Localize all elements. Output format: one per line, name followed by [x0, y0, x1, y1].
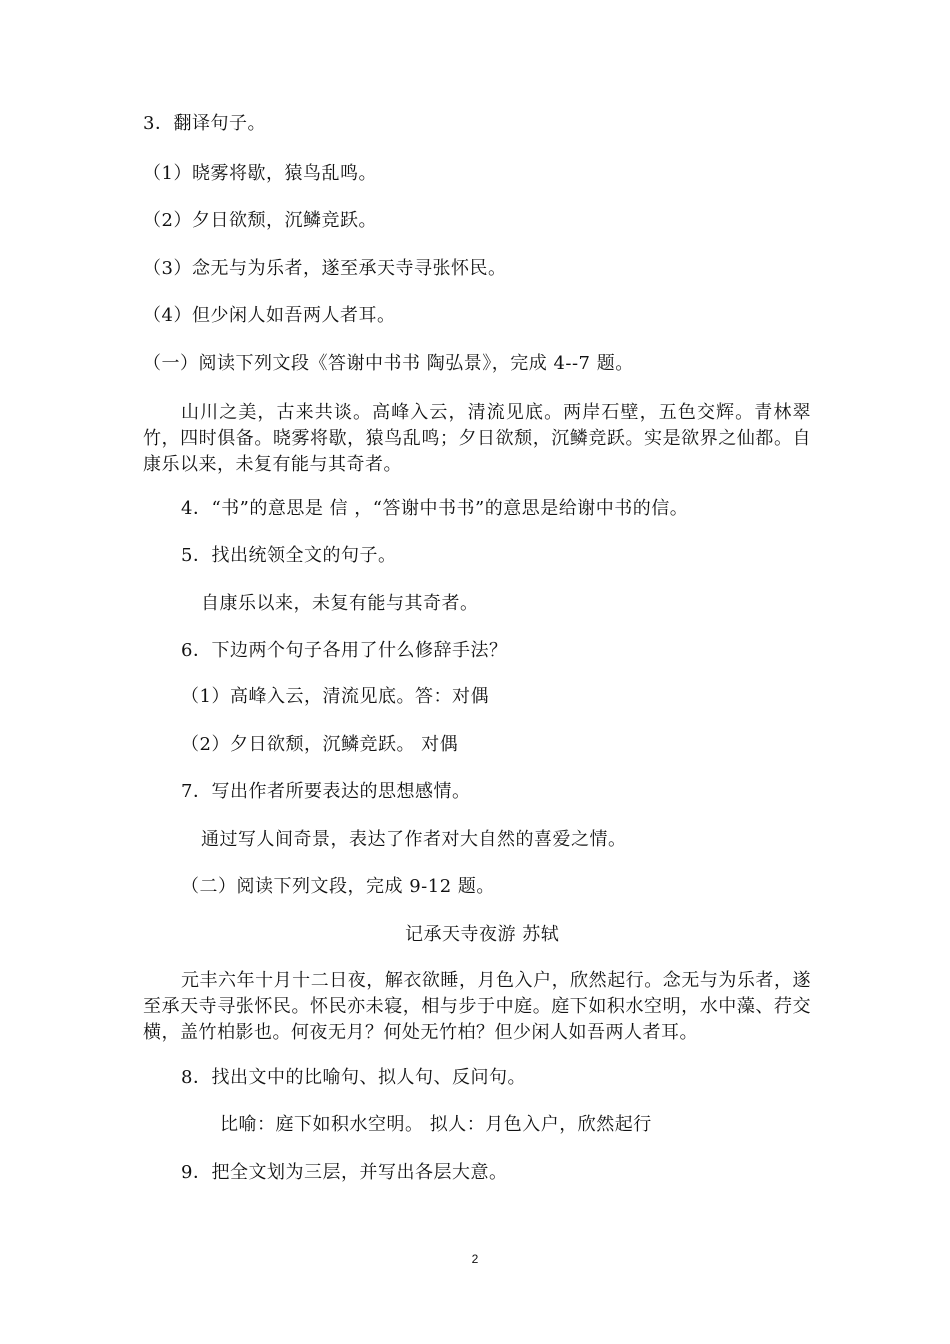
- q7: 7．写出作者所要表达的思想感情。: [181, 781, 471, 802]
- passage-1: 山川之美，古来共谈。高峰入云，清流见底。两岸石壁，五色交辉。青林翠竹，四时俱备。晓雾将歇，猿鸟乱鸣；夕日欲颓，沉鳞竞跃。实是欲界之仙都。自康乐以来，未复有能与其奇者。: [143, 402, 811, 475]
- q8: 8．找出文中的比喻句、拟人句、反问句。: [181, 1067, 526, 1088]
- section-2-heading: （二）阅读下列文段，完成 9-12 题。: [181, 876, 495, 897]
- q9: 9．把全文划为三层，并写出各层大意。: [181, 1162, 508, 1183]
- q3-heading: 3．翻译句子。: [143, 113, 266, 134]
- q3-item-3: （3）念无与为乐者，遂至承天寺寻张怀民。: [143, 258, 507, 279]
- q7-answer: 通过写人间奇景，表达了作者对大自然的喜爱之情。: [201, 829, 627, 850]
- q6: 6．下边两个句子各用了什么修辞手法？: [181, 640, 508, 661]
- q4: 4．“书”的意思是 信 ，“答谢中书书”的意思是给谢中书的信。: [181, 498, 689, 519]
- page-number: 2: [471, 1252, 479, 1266]
- q3-item-2: （2）夕日欲颓，沉鳞竞跃。: [143, 210, 377, 231]
- q6-item-1: （1）高峰入云，清流见底。答：对偶: [181, 686, 489, 707]
- q3-item-4: （4）但少闲人如吾两人者耳。: [143, 305, 396, 326]
- q8-answer: 比喻：庭下如积水空明。 拟人：月色入户，欣然起行: [220, 1114, 652, 1135]
- passage-2-title: 记承天寺夜游 苏轼: [405, 924, 560, 945]
- q5: 5．找出统领全文的句子。: [181, 545, 397, 566]
- q3-item-1: （1）晓雾将歇，猿鸟乱鸣。: [143, 163, 377, 184]
- q6-item-2: （2）夕日欲颓，沉鳞竞跃。 对偶: [181, 734, 459, 755]
- passage-2: 元丰六年十月十二日夜，解衣欲睡，月色入户，欣然起行。念无与为乐者，遂至承天寺寻张怀民。怀民亦未寝，相与步于中庭。庭下如积水空明，水中藻、荇交横，盖竹柏影也。何夜无月？何处无竹柏？但少闲人如吾两人者耳。: [143, 970, 811, 1043]
- q5-answer: 自康乐以来，未复有能与其奇者。: [201, 593, 479, 614]
- section-1-heading: （一）阅读下列文段《答谢中书书 陶弘景》，完成 4--7 题。: [143, 353, 634, 374]
